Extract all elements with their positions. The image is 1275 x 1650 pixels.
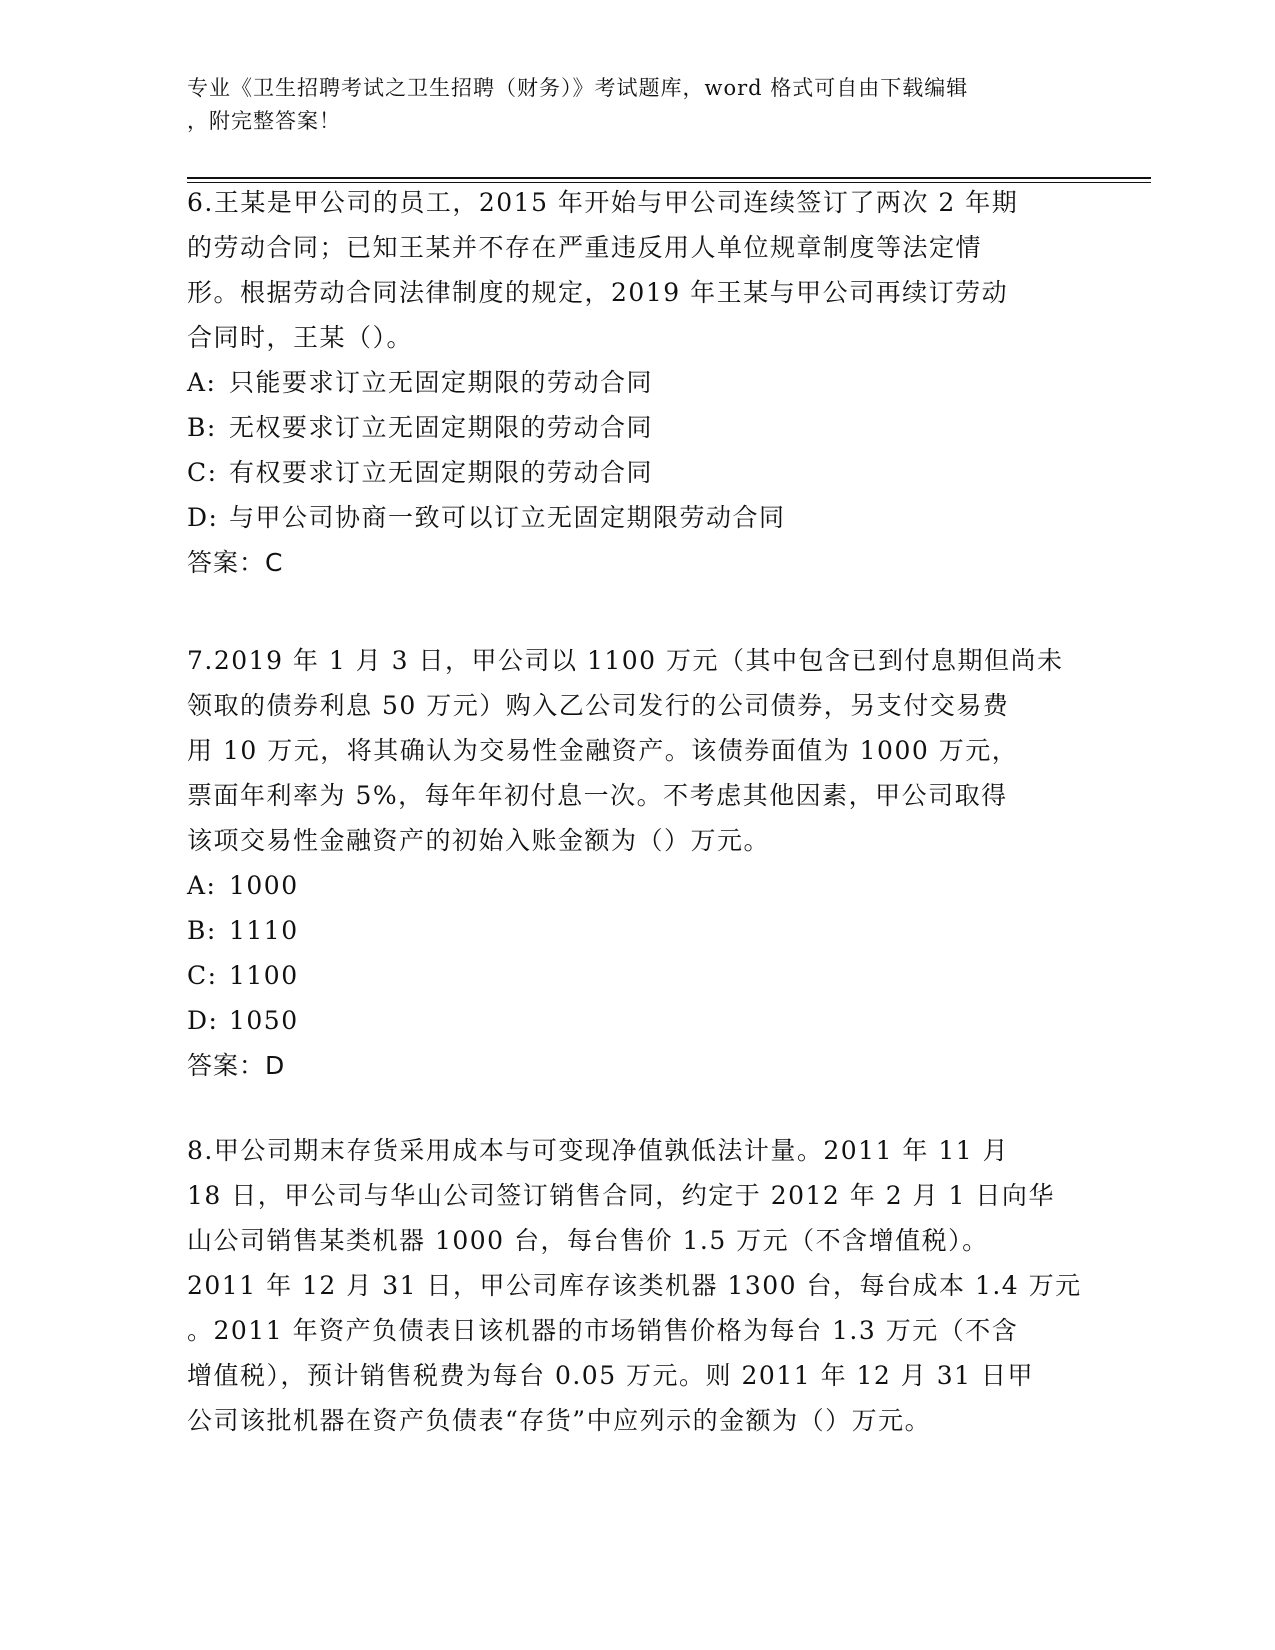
option-text: 1100 <box>229 961 299 990</box>
option-letter: A: <box>187 871 217 900</box>
question-7 <box>187 638 1087 1088</box>
answer-line: 答案：D <box>187 1051 286 1080</box>
question-8 <box>187 1128 1087 1443</box>
option-b <box>187 908 1087 953</box>
page-header <box>187 72 1087 138</box>
header-text: 专业《卫生招聘考试之卫生招聘（财务）》考试题库，word 格式可自由下载编辑 ，附完整答案！ <box>187 76 969 133</box>
option-letter: C: <box>187 961 218 990</box>
option-text: 只能要求订立无固定期限的劳动合同 <box>229 368 654 397</box>
option-a <box>187 863 1087 908</box>
option-letter: B: <box>187 413 217 442</box>
option-text: 有权要求订立无固定期限的劳动合同 <box>229 458 654 487</box>
option-letter: D: <box>187 503 219 532</box>
option-text: 1050 <box>229 1006 299 1035</box>
answer-line: 答案：C <box>187 548 284 577</box>
question-6 <box>187 180 1087 585</box>
option-letter: C: <box>187 458 218 487</box>
option-c <box>187 450 1087 495</box>
option-list <box>187 360 1087 540</box>
question-text: 7.2019 年 1 月 3 日，甲公司以 1100 万元（其中包含已到付息期但尚未 领取的债券利息 50 万元）购入乙公司发行的公司债券，另支付交易费 用 10 万元，将其确认为交易性金融资产。该债券面值为 1000 万元， 票面年利率为 5%，每年年初付息一次。不考虑其他因素，甲公司取得 该项交易性金融资产的初始入账金额为（）万元。 <box>187 646 1064 855</box>
option-list <box>187 863 1087 1043</box>
option-d <box>187 998 1087 1043</box>
option-text: 1110 <box>229 916 299 945</box>
option-letter: B: <box>187 916 217 945</box>
question-text: 8.甲公司期末存货采用成本与可变现净值孰低法计量。2011 年 11 月 18 日，甲公司与华山公司签订销售合同，约定于 2012 年 2 月 1 日向华 山公司销售某类机器 1000 台，每台售价 1.5 万元（不含增值税）。 2011 年 12 月 31 日，甲公司库存该类机器 1300 台，每台成本 1.4 万元 。2011 年资产负债表日该机器的市场销售价格为每台 1.3 万元（不含 增值税），预计销售税费为每台 0.05 万元。则 2011 年 12 月 31 日甲 公司该批机器在资产负债表“存货”中应列示的金额为（）万元。 <box>187 1136 1082 1435</box>
option-text: 无权要求订立无固定期限的劳动合同 <box>229 413 654 442</box>
option-b <box>187 405 1087 450</box>
option-a <box>187 360 1087 405</box>
option-text: 与甲公司协商一致可以订立无固定期限劳动合同 <box>229 503 786 532</box>
option-letter: A: <box>187 368 217 397</box>
option-text: 1000 <box>229 871 299 900</box>
option-letter: D: <box>187 1006 219 1035</box>
question-text: 6.王某是甲公司的员工，2015 年开始与甲公司连续签订了两次 2 年期 的劳动合同；已知王某并不存在严重违反用人单位规章制度等法定情 形。根据劳动合同法律制度的规定，2019 年王某与甲公司再续订劳动 合同时，王某（）。 <box>187 188 1019 352</box>
option-c <box>187 953 1087 998</box>
option-d <box>187 495 1087 540</box>
